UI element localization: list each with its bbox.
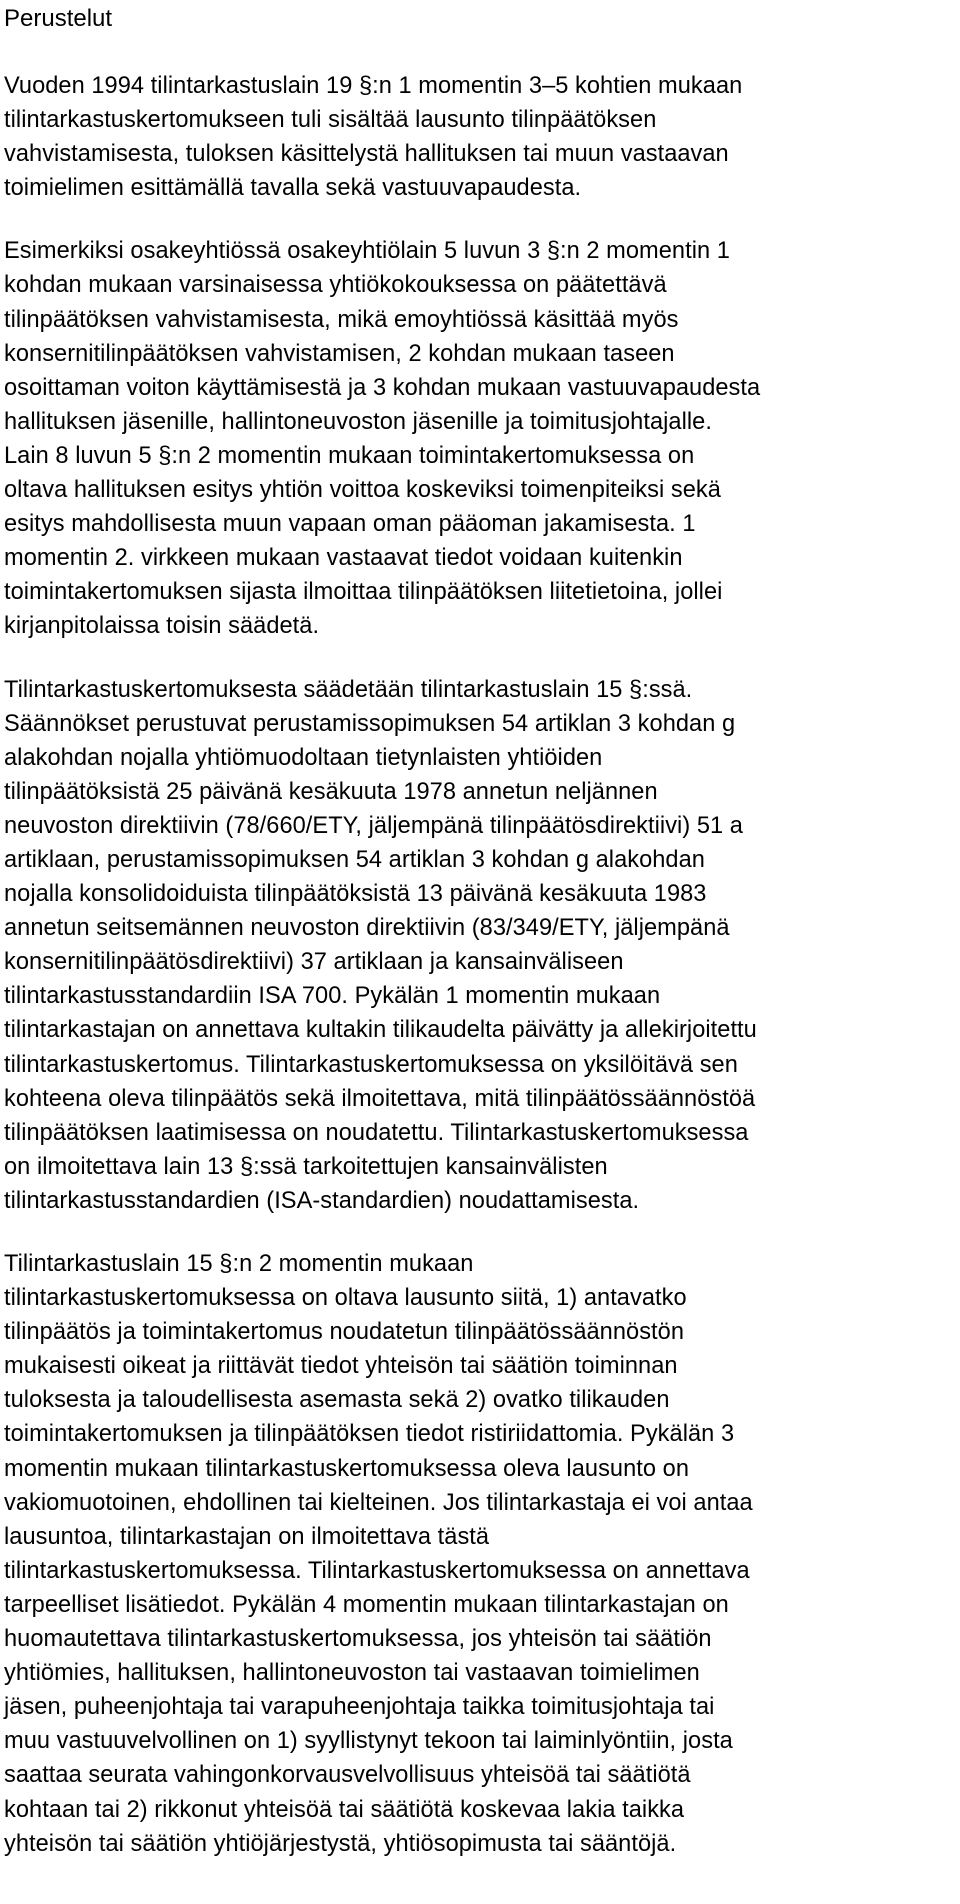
spacer <box>4 36 954 69</box>
text-line: yhtiömies, hallituksen, hallintoneuvoston tai vastaavan toimielimen <box>4 1660 700 1687</box>
text-line: tilinpäätös ja toimintakertomus noudatetun tilinpäätössäännöstön <box>4 1319 684 1346</box>
text-line: vahvistamisesta, tuloksen käsittelystä hallituksen tai muun vastaavan <box>4 141 729 168</box>
text-line: momentin 2. virkkeen mukaan vastaavat tiedot voidaan kuitenkin <box>4 545 683 572</box>
paragraph-4 <box>4 1247 954 1861</box>
text-line: konsernitilinpäätöksen vahvistamisen, 2 kohdan mukaan taseen <box>4 340 675 367</box>
text-line: kohtaan tai 2) rikkonut yhteisöä tai säätiötä koskevaa lakia taikka <box>4 1796 685 1823</box>
text-line: neuvoston direktiivin (78/660/ETY, jäljempänä tilinpäätösdirektiivi) 51 a <box>4 812 743 839</box>
text-line: saattaa seurata vahingonkorvausvelvollisuus yhteisöä tai säätiötä <box>4 1762 691 1789</box>
document-heading: Perustelut <box>4 5 113 32</box>
text-line: tuloksesta ja taloudellisesta asemasta sekä 2) ovatko tilikauden <box>4 1387 670 1414</box>
text-line: vakiomuotoinen, ehdollinen tai kielteinen. Jos tilintarkastaja ei voi antaa <box>4 1489 753 1516</box>
text-line: toimintakertomuksen ja tilinpäätöksen tiedot ristiriidattomia. Pykälän 3 <box>4 1421 735 1448</box>
text-line: Lain 8 luvun 5 §:n 2 momentin mukaan toimintakertomuksessa on <box>4 442 695 469</box>
text-line: jäsen, puheenjohtaja tai varapuheenjohtaja taikka toimitusjohtaja tai <box>4 1694 715 1721</box>
text-line: kohteena oleva tilinpäätös sekä ilmoitettava, mitä tilinpäätössäännöstöä <box>4 1085 756 1112</box>
text-line: oltava hallituksen esitys yhtiön voittoa koskeviksi toimenpiteiksi sekä <box>4 477 721 504</box>
text-line: on ilmoitettava lain 13 §:ssä tarkoitettujen kansainvälisten <box>4 1153 608 1180</box>
document-page <box>4 0 954 1861</box>
text-line: konsernitilinpäätösdirektiivi) 37 artiklaan ja kansainväliseen <box>4 949 624 976</box>
text-line: hallituksen jäsenille, hallintoneuvoston jäsenille ja toimitusjohtajalle. <box>4 408 712 435</box>
text-line: Esimerkiksi osakeyhtiössä osakeyhtiölain 5 luvun 3 §:n 2 momentin 1 <box>4 238 730 265</box>
text-line: tilinpäätöksen laatimisessa on noudatettu. Tilintarkastuskertomuksessa <box>4 1119 749 1146</box>
text-line: toimintakertomuksen sijasta ilmoittaa tilinpäätöksen liitetietoina, jollei <box>4 579 723 606</box>
text-line: huomautettava tilintarkastuskertomuksessa, jos yhteisön tai säätiön <box>4 1626 712 1653</box>
text-line: momentin mukaan tilintarkastuskertomuksessa oleva lausunto on <box>4 1455 689 1482</box>
text-line: kirjanpitolaissa toisin säädetä. <box>4 613 320 640</box>
text-line: osoittaman voiton käyttämisestä ja 3 kohdan mukaan vastuuvapaudesta <box>4 374 761 401</box>
text-line: nojalla konsolidoiduista tilinpäätöksistä 13 päivänä kesäkuuta 1983 <box>4 881 707 908</box>
text-line: tilintarkastuskertomukseen tuli sisältää lausunto tilinpäätöksen <box>4 107 657 134</box>
paragraph-2 <box>4 234 954 643</box>
text-line: tilintarkastuskertomus. Tilintarkastuskertomuksessa on yksilöitävä sen <box>4 1051 738 1078</box>
text-line: kohdan mukaan varsinaisessa yhtiökokouksessa on päätettävä <box>4 272 667 299</box>
spacer <box>4 1218 954 1247</box>
text-line: tilintarkastajan on annettava kultakin tilikaudelta päivätty ja allekirjoitettu <box>4 1017 757 1044</box>
text-line: tilintarkastuskertomuksessa on oltava lausunto siitä, 1) antavatko <box>4 1285 687 1312</box>
text-line: Tilintarkastuskertomuksesta säädetään tilintarkastuslain 15 §:ssä. <box>4 676 693 703</box>
text-line: tilintarkastusstandardien (ISA-standardien) noudattamisesta. <box>4 1187 640 1214</box>
text-line: Vuoden 1994 tilintarkastuslain 19 §:n 1 momentin 3–5 kohtien mukaan <box>4 73 743 99</box>
paragraph-1 <box>4 69 954 205</box>
text-line: artiklaan, perustamissopimuksen 54 artiklan 3 kohdan g alakohdan <box>4 846 705 873</box>
text-line: tarpeelliset lisätiedot. Pykälän 4 momentin mukaan tilintarkastajan on <box>4 1591 729 1618</box>
spacer <box>4 644 954 673</box>
text-line: mukaisesti oikeat ja riittävät tiedot yhteisön tai säätiön toiminnan <box>4 1353 678 1380</box>
text-line: muu vastuuvelvollinen on 1) syyllistynyt tekoon tai laiminlyöntiin, josta <box>4 1728 733 1755</box>
text-line: annetun seitsemännen neuvoston direktiivin (83/349/ETY, jäljempänä <box>4 915 730 942</box>
paragraph-3 <box>4 673 954 1219</box>
text-line: tilinpäätöksistä 25 päivänä kesäkuuta 1978 annetun neljännen <box>4 778 658 805</box>
text-line: lausuntoa, tilintarkastajan on ilmoitettava tästä <box>4 1523 490 1550</box>
text-line: tilintarkastuskertomuksessa. Tilintarkastuskertomuksessa on annettava <box>4 1557 750 1584</box>
text-line: tilintarkastusstandardiin ISA 700. Pykälän 1 momentin mukaan <box>4 983 661 1010</box>
text-line: toimielimen esittämällä tavalla sekä vastuuvapaudesta. <box>4 175 582 202</box>
text-line: Säännökset perustuvat perustamissopimuksen 54 artiklan 3 kohdan g <box>4 710 736 737</box>
text-line: esitys mahdollisesta muun vapaan oman pääoman jakamisesta. 1 <box>4 511 696 538</box>
text-line: yhteisön tai säätiön yhtiöjärjestystä, yhtiösopimusta tai sääntöjä. <box>4 1830 677 1857</box>
text-line: Tilintarkastuslain 15 §:n 2 momentin mukaan <box>4 1251 474 1277</box>
text-line: tilinpäätöksen vahvistamisesta, mikä emoyhtiössä käsittää myös <box>4 306 679 333</box>
spacer <box>4 205 954 234</box>
text-line: alakohdan nojalla yhtiömuodoltaan tietynlaisten yhtiöiden <box>4 744 603 771</box>
